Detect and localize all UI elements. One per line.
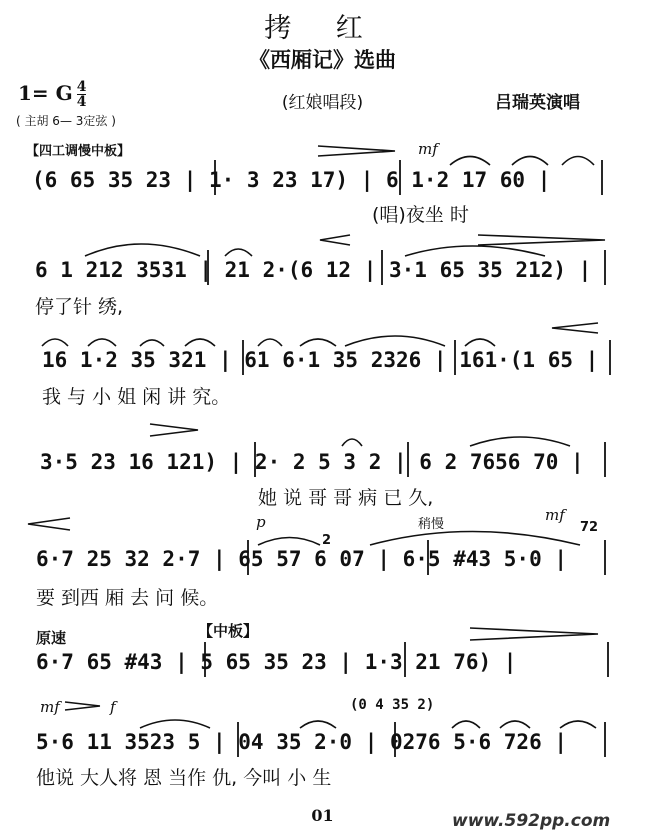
page-number: 01 <box>311 806 334 825</box>
dynamic-f-row7: f <box>110 698 116 716</box>
dynamic-mf-row1: mf <box>418 140 438 158</box>
grace-notes-72: 72 <box>580 520 599 535</box>
tempo-medium: 【中板】 <box>198 622 259 640</box>
decrescendo-row1 <box>318 146 395 156</box>
dynamic-mf-row7: mf <box>40 698 60 716</box>
role-label: (红娘唱段) <box>281 93 364 113</box>
tuning-note: ( 主胡 6— 3定弦 ) <box>16 114 116 128</box>
dynamic-mf-row5: mf <box>545 506 565 524</box>
lyrics-row-3: 我 与 小 姐 闲 讲 究。 <box>42 386 231 408</box>
song-subtitle: 《西厢记》选曲 <box>249 47 396 72</box>
singer-credit: 吕瑞英演唱 <box>495 93 580 113</box>
notes-row-4: 3·5 23 16 121) | 2· 2 5 3 2 | 6 2 7656 70 | <box>40 450 584 474</box>
lyrics-row-4: 她 说 哥 哥 病 已 久, <box>258 487 434 509</box>
notes-row-2: 6 1 212 3531 | 21 2·(6 12 | 3·1 65 35 212) | <box>35 258 592 282</box>
crescendo-row7 <box>65 702 100 710</box>
key-label: 1= G <box>18 81 73 105</box>
tempo-mark: 【四工调慢中板】 <box>26 144 131 159</box>
notes-row-7: 5·6 11 3523 5 | 04 35 2·0 | 0276 5·6 726 | <box>36 730 568 754</box>
tempo-original: 原速 <box>36 629 67 647</box>
decrescendo-row6 <box>470 628 598 640</box>
lyrics-row-7: 他说 大人将 恩 当作 仇, 今叫 小 生 <box>36 767 332 789</box>
tempo-slow-mark: 稍慢 <box>418 517 445 532</box>
decrescendo-row2 <box>478 235 605 245</box>
watermark-url: www.592pp.com <box>452 811 611 831</box>
lyrics-row-1: (唱)夜坐 时 <box>372 204 469 226</box>
decrescendo-row4 <box>150 424 198 436</box>
notes-row-1: (6 65 35 23 | 1· 3 23 17) | 6 1·2 17 60 | <box>32 168 551 192</box>
notes-row-6: 6·7 65 #43 | 5 65 35 23 | 1·3 21 76) | <box>36 650 517 674</box>
song-title: 拷 红 <box>264 13 381 44</box>
crescendo-row2 <box>320 235 350 245</box>
notes-row-3: 16 1·2 35 321 | 61 6·1 35 2326 | 161·(1 65 | <box>42 348 599 372</box>
dynamic-p-row5: p <box>256 513 266 531</box>
notes-row-5: 6·7 25 32 2·7 | 65 57 6 07 | 6·5 #43 5·0 | <box>36 547 568 571</box>
time-top: 4 <box>76 79 87 95</box>
alt-notes-row7: (0 4 35 2) <box>350 697 435 713</box>
crescendo-row3 <box>552 323 598 333</box>
lyrics-row-5: 要 到西 厢 去 问 候。 <box>36 587 219 609</box>
crescendo-row5 <box>28 518 70 530</box>
grace-note-2: 2 <box>322 533 332 548</box>
time-bottom: 4 <box>76 94 87 110</box>
lyrics-row-2: 停了针 绣, <box>35 296 124 318</box>
